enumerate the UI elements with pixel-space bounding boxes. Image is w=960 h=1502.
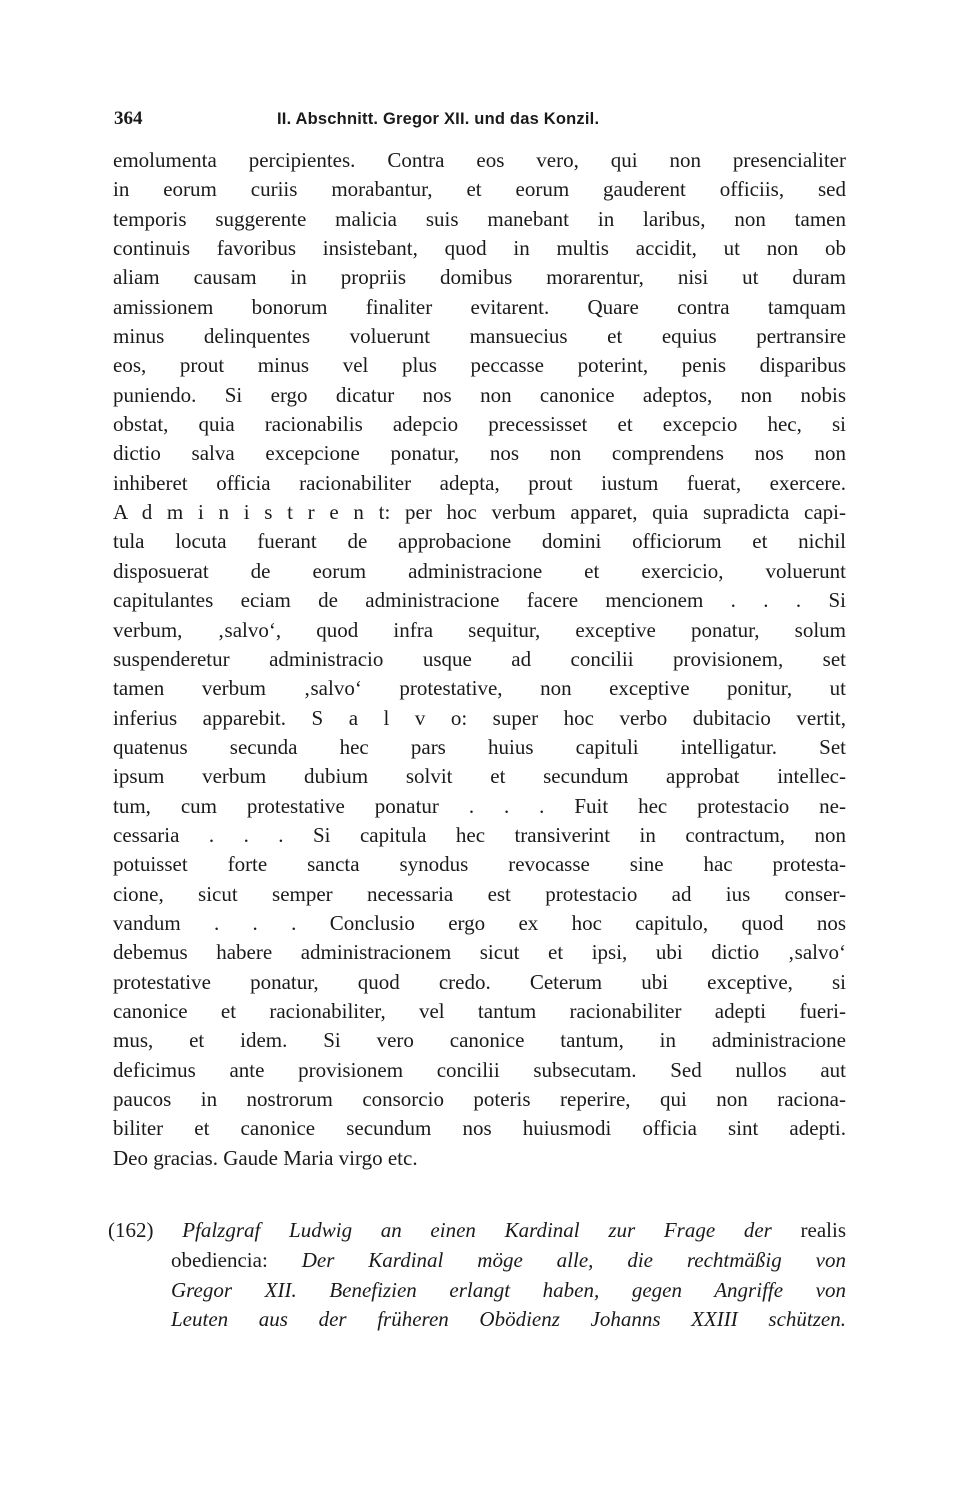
running-head-title: II. Abschnitt. Gregor XII. und das Konzil. (277, 110, 600, 128)
text-line: quatenus secunda hec pars huius capituli intelligatur. Set (113, 734, 846, 759)
text-line: puniendo. Si ergo dicatur nos non canonice adeptos, non nobis (113, 382, 846, 407)
text-line: Deo gracias. Gaude Maria virgo etc. (113, 1145, 418, 1170)
body-text (113, 146, 846, 1173)
text-line: inhiberet officia racionabiliter adepta, prout iustum fuerat, exercere. (113, 470, 846, 495)
document-heading (108, 1216, 846, 1335)
document-summary-roman: obediencia: (171, 1247, 268, 1272)
text-line: biliter et canonice secundum nos huiusmodi officia sint adepti. (113, 1116, 846, 1141)
text-line: ipsum verbum dubium solvit et secundum approbat intellec- (113, 764, 846, 789)
document-summary-roman: realis (800, 1218, 847, 1242)
text-line: cione, sicut semper necessaria est protestacio ad ius conser- (113, 881, 846, 906)
document-heading-line: Leuten aus der früheren Obödienz Johanns XXIII schützen. (171, 1307, 846, 1332)
text-line: tamen verbum ‚salvo‘ protestative, non exceptive ponitur, ut (113, 676, 846, 701)
text-line: tula locuta fuerant de approbacione domini officiorum et nichil (113, 529, 846, 554)
text-line: continuis favoribus insistebant, quod in multis accidit, ut non ob (113, 236, 846, 261)
text-line: paucos in nostrorum consorcio poteris reperire, qui non raciona- (113, 1087, 846, 1111)
document-heading-line: Gregor XII. Benefizien erlangt haben, gegen Angriffe von (171, 1277, 846, 1302)
text-line: A d m i n i s t r e n t: per hoc verbum apparet, quia supradicta capi- (113, 500, 846, 525)
text-line: emolumenta percipientes. Contra eos vero, qui non presencialiter (113, 148, 846, 172)
text-line: cessaria . . . Si capitula hec transiverint in contractum, non (113, 822, 846, 847)
text-line: suspenderetur administracio usque ad concilii provisionem, set (113, 646, 846, 671)
text-line: canonice et racionabiliter, vel tantum racionabiliter adepti fueri- (113, 998, 846, 1023)
text-line: eos, prout minus vel plus peccasse poterint, penis disparibus (113, 353, 846, 378)
text-line: deficimus ante provisionem concilii subsecutam. Sed nullos aut (113, 1057, 846, 1082)
document-heading-line (108, 1216, 846, 1246)
document-heading-line (108, 1246, 846, 1276)
page-number: 364 (114, 108, 143, 129)
text-line: vandum . . . Conclusio ergo ex hoc capitulo, quod nos (113, 910, 846, 935)
text-line: mus, et idem. Si vero canonice tantum, in administracione (113, 1028, 846, 1053)
text-line: verbum, ‚salvo‘, quod infra sequitur, exceptive ponatur, solum (113, 617, 846, 642)
text-line: amissionem bonorum finaliter evitarent. Quare contra tamquam (113, 294, 846, 319)
text-line: minus delinquentes voluerunt mansuecius et equius pertransire (113, 324, 846, 349)
text-line: tum, cum protestative ponatur . . . Fuit hec protestacio ne- (113, 793, 846, 818)
running-head (114, 108, 846, 138)
text-line: potuisset forte sancta synodus revocasse sine hac protesta- (113, 852, 846, 877)
text-line: aliam causam in propriis domibus morarentur, nisi ut duram (113, 265, 846, 290)
text-line: debemus habere administracionem sicut et ipsi, ubi dictio ‚salvo‘ (113, 940, 846, 965)
text-line: inferius apparebit. S a l v o: super hoc verbo dubitacio vertit, (113, 705, 846, 730)
text-line: temporis suggerente malicia suis manebant in laribus, non tamen (113, 206, 846, 231)
text-line: capitulantes eciam de administracione facere mencionem . . . Si (113, 588, 846, 613)
text-line: disposuerat de eorum administracione et exercicio, voluerunt (113, 558, 846, 583)
text-line: in eorum curiis morabantur, et eorum gauderent officiis, sed (113, 177, 846, 202)
document-summary-italic: Pfalzgraf Ludwig an einen Kardinal zur Frage der (182, 1218, 772, 1242)
document-summary-italic: Der Kardinal möge alle, die rechtmäßig von (301, 1247, 846, 1272)
text-line: obstat, quia racionabilis adepcio precessisset et excepcio hec, si (113, 412, 846, 437)
text-line: dictio salva excepcione ponatur, nos non comprendens nos non (113, 441, 846, 466)
text-line: protestative ponatur, quod credo. Ceterum ubi exceptive, si (113, 969, 846, 994)
document-number: (162) (108, 1218, 154, 1242)
